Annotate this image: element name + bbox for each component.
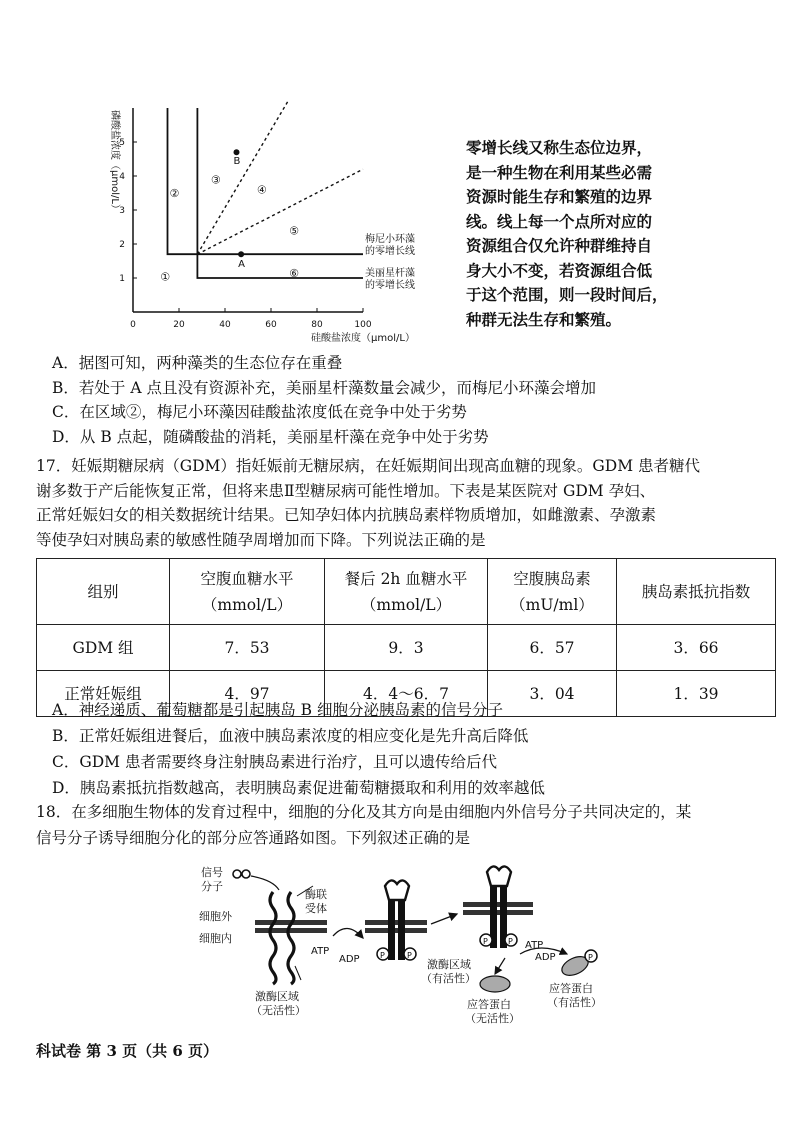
receptor-label: 酶联 — [305, 888, 327, 901]
side-text-line: 零增长线又称生态位边界， — [466, 138, 653, 157]
table-header-cell: 胰岛素抵抗指数 — [617, 559, 776, 625]
membrane-middle — [365, 920, 427, 933]
response-active-label: （有活性） — [547, 996, 602, 1009]
zero-growth-chart — [100, 100, 460, 350]
y-tick-label: 1 — [119, 274, 125, 284]
q16-option: A．据图可知，两种藻类的生态位存在重叠 — [52, 354, 343, 372]
y-tick-label: 4 — [119, 172, 125, 182]
region-label: ① — [160, 270, 171, 284]
zero-growth-label: 的零增长线 — [365, 246, 415, 258]
table-row — [37, 625, 776, 671]
q17-stem-line: 等使孕妇对胰岛素的敏感性随孕周增加而下降。下列说法正确的是 — [36, 530, 486, 549]
region-label: ⑥ — [289, 266, 299, 280]
signal-pathway-diagram — [195, 862, 625, 1034]
receptor-label: 受体 — [305, 902, 327, 915]
region-label: ⑤ — [289, 224, 299, 238]
x-tick-label: 100 — [354, 320, 372, 330]
zero-growth-label: 梅尼小环藻 — [365, 234, 415, 246]
table-cell: 正常妊娠组 — [37, 671, 170, 717]
table-header-row — [37, 559, 776, 625]
phosphate-label: P — [407, 951, 412, 960]
y-tick-label: 5 — [119, 138, 125, 148]
kinase-active-label: 激酶区域 — [427, 958, 471, 971]
q17-option: B．正常妊娠组进餐后，血液中胰岛素浓度的相应变化是先升高后降低 — [52, 727, 529, 745]
region-label: ③ — [210, 173, 221, 187]
kinase-active-label: （有活性） — [421, 972, 476, 985]
q17-option: A．神经递质、葡萄糖都是引起胰岛 B 细胞分泌胰岛素的信号分子 — [52, 701, 503, 719]
atp-label: ATP — [311, 946, 330, 957]
phosphate-label: P — [508, 937, 513, 946]
page-footer: 科试卷 第 3 页（共 6 页） — [36, 1042, 218, 1060]
side-text-line: 线。线上每一个点所对应的 — [466, 211, 653, 231]
zero-growth-line — [197, 108, 363, 278]
table-cell: 4．97 — [170, 671, 325, 717]
x-tick-label: 60 — [265, 320, 277, 330]
x-tick-label: 40 — [219, 320, 231, 330]
side-text-line: 于这个范围，则一段时间后， — [466, 285, 668, 304]
gdm-data-table — [36, 558, 776, 717]
signal-molecule-icon — [233, 870, 250, 878]
kinase-inactive-label: （无活性） — [251, 1004, 306, 1017]
phosphate-label: P — [483, 937, 488, 946]
q17-option: C．GDM 患者需要终身注射胰岛素进行治疗，且可以遗传给后代 — [52, 753, 497, 771]
data-point — [238, 251, 244, 257]
side-text-line: 资源时能生存和繁殖的边界 — [466, 187, 653, 206]
table-cell: 3．04 — [488, 671, 617, 717]
table-header-cell: 空腹血糖水平 （mmol/L） — [170, 559, 325, 625]
y-axis-label: 磷酸盐浓度（μmol/L） — [109, 110, 120, 214]
side-text-line: 种群无法生存和繁殖。 — [466, 309, 622, 329]
side-text-line: 身大小不变，若资源组合低 — [466, 260, 653, 280]
phosphate-label: P — [588, 953, 593, 962]
q18-stem-line: 18．在多细胞生物体的发育过程中，细胞的分化及其方向是由细胞内外信号分子共同决定的，某 — [36, 803, 692, 821]
response-inactive-label: （无活性） — [465, 1012, 520, 1025]
table-cell: 3．66 — [617, 625, 776, 671]
y-tick-label: 2 — [119, 240, 125, 250]
zero-growth-label: 美丽星杆藻 — [365, 268, 415, 279]
signal-label: 分子 — [201, 880, 223, 893]
q16-option: B．若处于 A 点且没有资源补充，美丽星杆藻数量会减少，而梅尼小环藻会增加 — [52, 378, 596, 397]
side-text-line: 是一种生物在利用某些必需 — [466, 162, 653, 182]
point-label: B — [233, 156, 241, 168]
response-protein-inactive — [480, 976, 510, 992]
x-tick-label: 0 — [130, 320, 136, 330]
x-tick-label: 80 — [311, 320, 323, 330]
q18-stem-line: 信号分子诱导细胞分化的部分应答通路如图。下列叙述正确的是 — [36, 829, 471, 847]
atp-label: ATP — [525, 940, 544, 951]
q16-option: C．在区域②，梅尼小环藻因硅酸盐浓度低在竞争中处于劣势 — [52, 403, 467, 421]
q17-stem-line: 17．妊娠期糖尿病（GDM）指妊娠前无糖尿病，在妊娠期间出现高血糖的现象。GDM 患者糖代 — [36, 457, 701, 475]
receptor-monomers — [270, 892, 294, 984]
receptor-dimer-active — [480, 866, 517, 948]
point-label: A — [238, 259, 245, 271]
table-header-cell: 组别 — [37, 559, 170, 625]
data-point — [234, 149, 240, 155]
q16-option: D．从 B 点起，随磷酸盐的消耗，美丽星杆藻在竞争中处于劣势 — [52, 427, 489, 446]
response-inactive-label: 应答蛋白 — [467, 998, 511, 1011]
table-cell: 7．53 — [170, 625, 325, 671]
adp-label: ADP — [339, 954, 360, 965]
table-cell: GDM 组 — [37, 625, 170, 671]
q17-stem-line: 谢多数于产后能恢复正常，但将来患Ⅱ型糖尿病可能性增加。下表是某医院对 GDM 孕妇、 — [36, 481, 656, 500]
outside-label: 细胞外 — [199, 910, 232, 923]
phosphate-label: P — [380, 951, 385, 960]
kinase-inactive-label: 激酶区域 — [255, 990, 299, 1003]
zero-growth-label: 的零增长线 — [365, 280, 415, 291]
table-cell: 9．3 — [325, 625, 488, 671]
table-cell: 1．39 — [617, 671, 776, 717]
table-header-cell: 空腹胰岛素 （mU/ml） — [488, 559, 617, 625]
membrane-right — [463, 902, 533, 915]
response-active-label: 应答蛋白 — [549, 982, 593, 995]
q17-stem-line: 正常妊娠妇女的相关数据统计结果。已知孕妇体内抗胰岛素样物质增加，如雌激素、孕激素 — [36, 506, 657, 524]
side-text-line: 资源组合仅允许种群维持自 — [466, 236, 653, 255]
table-header-cell: 餐后 2h 血糖水平 （mmol/L） — [325, 559, 488, 625]
table-cell: 6．57 — [488, 625, 617, 671]
inside-label: 细胞内 — [199, 932, 232, 945]
x-axis-label: 硅酸盐浓度（μmol/L） — [311, 333, 415, 344]
q17-option: D．胰岛素抵抗指数越高，表明胰岛素促进葡萄糖摄取和利用的效率越低 — [52, 779, 545, 797]
adp-label: ADP — [535, 952, 556, 963]
y-tick-label: 3 — [119, 206, 125, 216]
region-label: ② — [169, 187, 180, 200]
region-label: ④ — [256, 183, 267, 197]
signal-label: 信号 — [201, 866, 223, 879]
table-cell: 4．4～6．7 — [325, 671, 488, 717]
x-tick-label: 20 — [173, 320, 185, 330]
